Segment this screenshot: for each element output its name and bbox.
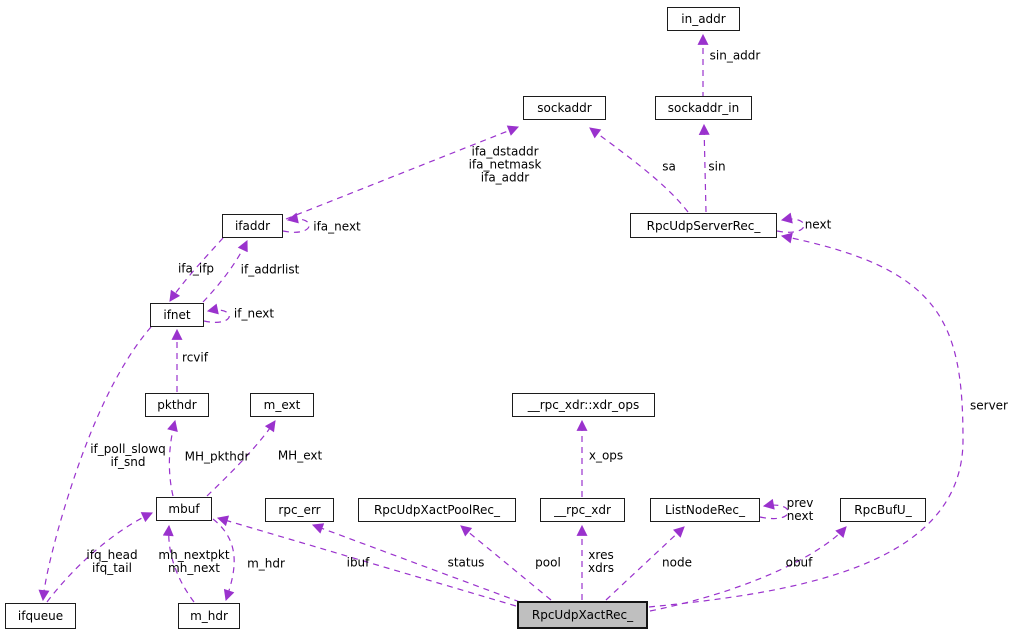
edge-label-sin: sin — [708, 159, 726, 174]
edge-label-xdrs: xdrs — [588, 561, 614, 575]
node-m_hdr[interactable]: m_hdr — [178, 603, 240, 629]
node-pkthdr[interactable]: pkthdr — [145, 393, 209, 417]
edge-label-ifa_ifp: ifa_ifp — [177, 261, 215, 276]
node-m_ext[interactable]: m_ext — [250, 393, 314, 417]
node-ifqueue[interactable]: ifqueue — [5, 603, 76, 629]
node-sockaddr[interactable]: sockaddr — [523, 96, 606, 120]
edge-label-if_addrlist: if_addrlist — [240, 262, 300, 277]
edge-sin — [704, 125, 706, 212]
node-mbuf[interactable]: mbuf — [156, 497, 212, 521]
edge-status — [313, 525, 520, 602]
edge-ifa_next-selfloop — [283, 219, 309, 232]
edge-label-ifq_tail: ifq_tail — [92, 561, 132, 575]
node-ifaddr[interactable]: ifaddr — [222, 214, 283, 238]
edge-label-ifq-group — [86, 549, 137, 575]
edge-label-node: node — [662, 555, 692, 570]
edge-label-prev: prev — [786, 496, 814, 510]
edge-label-ifqueue-group — [90, 443, 166, 469]
edge-label-sin_addr: sin_addr — [709, 48, 761, 63]
edge-label-next: next — [804, 217, 832, 232]
edge-label-if_snd: if_snd — [110, 455, 146, 469]
node-rpc_err[interactable]: rpc_err — [265, 498, 334, 522]
node-in_addr[interactable]: in_addr — [667, 7, 740, 31]
node-rpc_xdr[interactable]: __rpc_xdr — [540, 498, 625, 522]
edge-label-xres: xres — [588, 548, 614, 562]
edge-label-ifa-group — [469, 146, 542, 185]
node-ListNodeRec[interactable]: ListNodeRec_ — [650, 498, 760, 522]
edge-label-ifa_addr: ifa_addr — [480, 170, 530, 185]
edge-label-list-group — [787, 497, 814, 523]
node-RpcUdpXactRec-focus: RpcUdpXactRec_ — [517, 601, 648, 629]
edge-label-ifa_dstaddr: ifa_dstaddr — [471, 144, 539, 159]
edge-label-status: status — [447, 555, 485, 570]
edge-label-mh_next: mh_next — [168, 561, 220, 575]
edge-label-mh_nextpkt: mh_nextpkt — [158, 548, 230, 562]
edge-label-m_hdr: m_hdr — [247, 556, 285, 571]
edge-label-MH_ext: MH_ext — [277, 448, 323, 463]
node-RpcUdpServerRec[interactable]: RpcUdpServerRec_ — [630, 213, 777, 238]
edge-label-ifq_head: ifq_head — [86, 548, 138, 562]
edge-server — [649, 236, 963, 607]
edge-prev-next-selfloop — [760, 505, 788, 519]
edge-label-ifa_netmask: ifa_netmask — [468, 157, 542, 172]
edge-label-server: server — [970, 398, 1008, 413]
edge-if_next-selfloop — [204, 310, 229, 322]
edge-label-x_ops: x_ops — [588, 448, 624, 463]
edge-label-sa: sa — [662, 159, 676, 174]
edge-label-rcvif: rcvif — [182, 350, 208, 365]
edge-label-pool: pool — [535, 555, 561, 570]
edge-label-list-next: next — [786, 509, 814, 523]
node-xdr_ops[interactable]: __rpc_xdr::xdr_ops — [512, 393, 655, 417]
edge-next-selfloop — [777, 219, 804, 232]
node-sockaddr_in[interactable]: sockaddr_in — [655, 96, 752, 120]
edge-label-obuf: obuf — [785, 555, 813, 570]
node-ifnet[interactable]: ifnet — [150, 303, 204, 327]
edge-label-xdr-group — [588, 549, 614, 575]
edge-label-if_poll_slowq: if_poll_slowq — [90, 442, 166, 456]
edge-label-MH_pkthdr: MH_pkthdr — [184, 449, 250, 464]
edge-MH_pkthdr — [169, 421, 175, 496]
edge-label-ibuf: ibuf — [346, 555, 370, 570]
edge-label-ifa_next: ifa_next — [313, 219, 361, 234]
node-RpcBufU[interactable]: RpcBufU_ — [840, 498, 926, 522]
edge-label-if_next: if_next — [233, 306, 275, 321]
node-RpcUdpXactPoolRec[interactable]: RpcUdpXactPoolRec_ — [358, 498, 516, 522]
edge-label-mh-group — [158, 549, 229, 575]
